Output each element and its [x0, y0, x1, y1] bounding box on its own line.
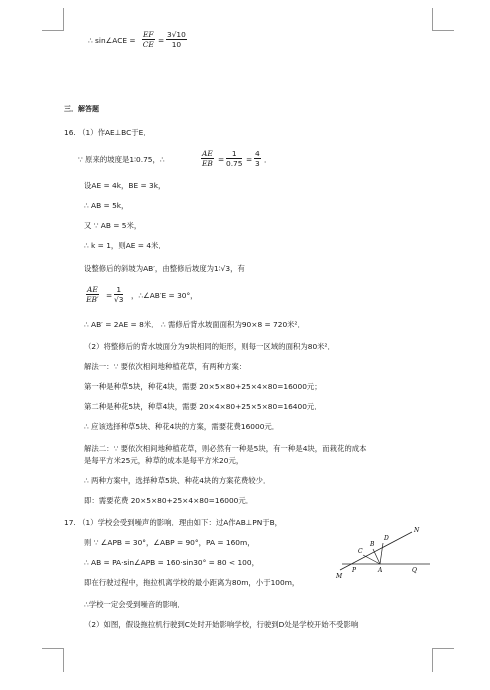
q16-line-18: 即：需要花费 20×5×80+25×4×80=16000元．: [84, 496, 254, 505]
q17-line-4: 即在行驶过程中，拖拉机离学校的最小距离为80m，小于100m，: [84, 578, 300, 587]
q16-line-2-eq2: =: [246, 155, 253, 164]
q16-line-6: ∴ k = 1，则AE = 4米．: [84, 241, 166, 250]
q17-line-5: ∴学校一定会受到噪音的影响．: [84, 600, 185, 609]
label-d: D: [384, 535, 389, 542]
q16-line-7: 设整修后的斜坡为AB′，由整修后坡度为1∶√3，有: [84, 264, 245, 273]
q17-line-3: ∴ AB = PA·sin∠APB = 160·sin30° = 80 < 100，: [84, 558, 259, 567]
q16-line-8-tail: ，∴∠AB′E = 30°，: [131, 291, 198, 300]
q17-line-2: 则 ∵ ∠APB = 30°，∠ABP = 90°，PA = 160m，: [84, 538, 255, 547]
q16-line-1: 16. （1）作AE⊥BC于E．: [64, 128, 151, 137]
q17-line-1: 17. （1）学校会受到噪声的影响．理由如下：过A作AB⊥PN于B，: [64, 518, 283, 527]
q16-line-14: ∴ 应该选择种草5块、种花4块的方案，需要花费16000元．: [84, 422, 280, 431]
q16-fraction-1-sqrt3: $\frac{1}{√3}$: [114, 285, 124, 304]
label-b: B: [370, 541, 375, 548]
q16-line-17: ∴ 两种方案中，选择种草5块、种花4块的方案花费较少．: [84, 476, 271, 485]
q16-fraction-ae-eb: $\frac{AE}{EB}$: [201, 149, 213, 168]
geometry-diagram: [334, 522, 434, 580]
q16-line-15: 解法二：∵ 要依次相间地种植花草，则必然有一种是5块，有一种是4块，而栽花的成本: [84, 444, 367, 453]
q17-line-6: （2）如图，假设拖拉机行驶到C处时开始影响学校，行驶到D处是学校开始不受影响: [84, 620, 359, 629]
top-eq: =: [158, 36, 165, 45]
label-m: M: [336, 573, 343, 580]
q16-fraction-4-3: $\frac{4}{3}$: [255, 149, 260, 168]
q16-line-9: ∴ AB′ = 2AE = 8米． ∴ 需修后背水坡面面积为90×8 = 720米²．: [84, 320, 305, 329]
label-p: P: [352, 567, 357, 574]
q16-line-5: 又 ∵ AB = 5米，: [84, 221, 142, 230]
q16-fraction-1-075: $\frac{1}{0.75}$: [226, 149, 243, 168]
top-fraction-1: $\frac{EF}{CE}$: [142, 30, 154, 49]
q16-line-2-text: ∵ 原来的坡度是1∶0.75，∴: [78, 155, 165, 164]
top-fraction-2: $\frac{3√10}{10}$: [167, 30, 186, 49]
q16-line-13: 第二种是种花5块，种草4块，需要 20×4×80+25×5×80=16400元．: [84, 402, 322, 411]
label-n: N: [414, 527, 420, 534]
q16-line-4: ∴ AB = 5k，: [84, 201, 129, 210]
q16-fraction-ae-eb-prime: $\frac{AE}{EB'}$: [86, 285, 99, 304]
line-ab: [373, 549, 380, 564]
q16-line-8-eq: =: [106, 291, 113, 300]
q16-line-11: 解法一：∵ 要依次相间地种植花草，有两种方案：: [84, 362, 247, 371]
top-formula-prefix: ∴ sin∠ACE =: [88, 36, 136, 45]
q16-line-10: （2）将整修后的背水坡面分为9块相同的矩形，则每一区域的面积为80米²．: [84, 342, 335, 351]
label-q: Q: [412, 567, 417, 574]
label-c: C: [358, 548, 363, 555]
q16-line-3: 设AE = 4k，BE = 3k，: [84, 181, 166, 190]
q16-line-12: 第一种是种草5块，种花4块，需要 20×5×80+25×4×80=16000元；: [84, 382, 322, 391]
q16-line-2-eq: =: [218, 155, 225, 164]
section-title: 三．解答题: [64, 105, 99, 113]
line-ac: [363, 555, 380, 564]
line-ad: [380, 543, 383, 564]
q16-line-2-end: ．: [264, 155, 272, 164]
q16-line-16: 是每平方米25元，种草的成本是每平方米20元，: [84, 456, 244, 465]
label-a: A: [378, 567, 383, 574]
